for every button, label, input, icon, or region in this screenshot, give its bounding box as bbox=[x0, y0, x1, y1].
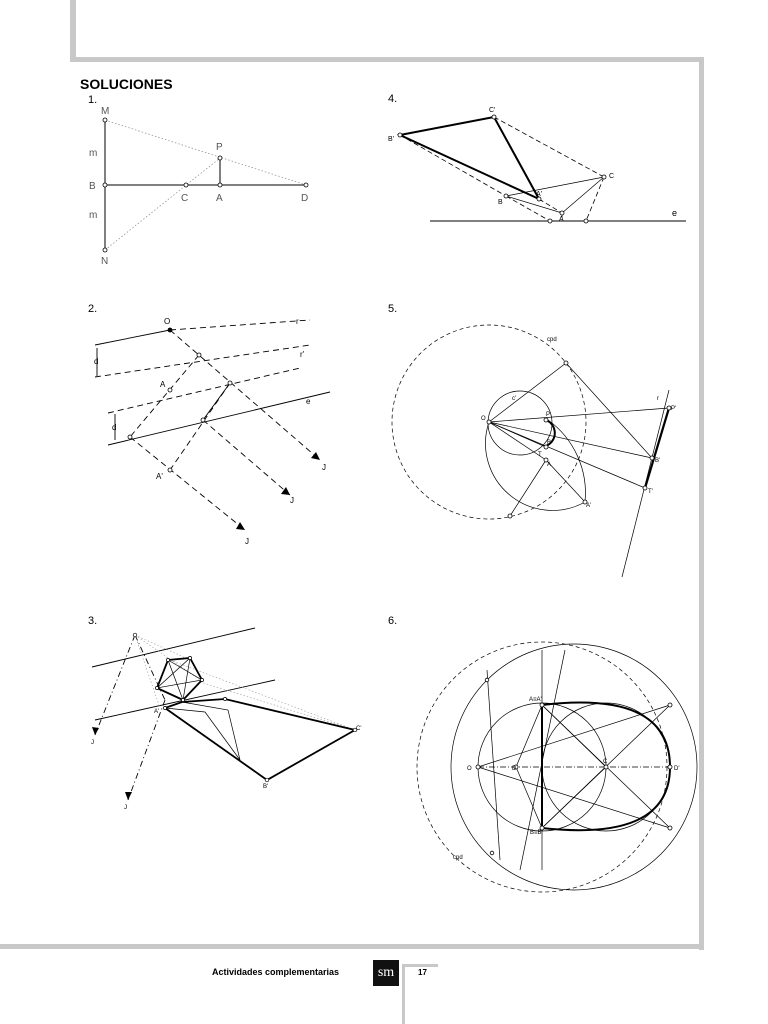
line-label-e: e bbox=[306, 397, 311, 406]
distance-label-d-top: d bbox=[94, 357, 99, 366]
line-label-e: e bbox=[672, 208, 678, 218]
page-title: SOLUCIONES bbox=[80, 76, 173, 92]
point-label-o: O bbox=[467, 766, 472, 772]
circle-label-cpd: cpd bbox=[453, 855, 463, 861]
footer-text: Actividades complementarias bbox=[212, 967, 340, 977]
point-label-a-coincident: A≡A' bbox=[529, 697, 542, 703]
point-label-a: A bbox=[160, 380, 166, 389]
point-label-b: B bbox=[89, 181, 96, 192]
point-label-b-coincident: B≡B' bbox=[530, 830, 543, 836]
exercise-1-number: 1. bbox=[88, 94, 98, 106]
exercise-5-number: 5. bbox=[388, 303, 398, 315]
line-label-r: r bbox=[657, 396, 659, 402]
segment-label-m-top: m bbox=[89, 148, 98, 159]
point-label-d: D bbox=[301, 193, 309, 204]
point-label-d: D bbox=[512, 766, 517, 772]
exercise-3-number: 3. bbox=[88, 615, 98, 627]
point-label-b-prime: B' bbox=[388, 136, 395, 143]
distance-label-d-bottom: d bbox=[112, 423, 117, 432]
point-label-o: O bbox=[164, 317, 171, 326]
circle-label-cpd: cpd bbox=[547, 337, 557, 343]
exercise-4-number: 4. bbox=[388, 93, 398, 105]
point-label-d-prime: D' bbox=[674, 766, 680, 772]
arrow-label-j-2: J bbox=[290, 496, 294, 505]
point-label-t: T bbox=[538, 452, 542, 458]
arrow-label-j-1: J bbox=[322, 463, 326, 472]
segment-label-m-bottom: m bbox=[89, 210, 98, 221]
exercise-2-number: 2. bbox=[88, 303, 98, 315]
sm-logo: sm bbox=[373, 960, 399, 986]
point-label-t-prime: T' bbox=[648, 489, 653, 495]
line-label-r-prime: r' bbox=[300, 350, 305, 359]
point-label-p: P bbox=[216, 142, 223, 153]
point-label-a-prime: A' bbox=[154, 709, 160, 715]
circle-label-c-prime: c' bbox=[512, 396, 517, 402]
point-label-c-prime: C' bbox=[489, 107, 496, 114]
point-label-c: C bbox=[181, 193, 189, 204]
point-label-o: O bbox=[481, 416, 486, 422]
point-label-a: A bbox=[547, 462, 552, 468]
arrow-label-j-3: J bbox=[245, 537, 249, 546]
point-label-a-prime: A' bbox=[586, 503, 592, 509]
point-label-p-prime: P' bbox=[671, 406, 677, 412]
page-number: 17 bbox=[418, 968, 427, 977]
point-label-b-prime: B' bbox=[655, 458, 661, 464]
point-label-c-prime: C' bbox=[356, 726, 362, 732]
point-label-n: N bbox=[101, 256, 109, 267]
point-label-a-prime: A' bbox=[156, 472, 163, 481]
point-label-b-prime: B' bbox=[263, 784, 269, 790]
point-label-b: B bbox=[547, 440, 552, 446]
point-label-a: A bbox=[559, 216, 564, 223]
point-label-c: C bbox=[609, 173, 615, 180]
point-label-a: A bbox=[216, 193, 223, 204]
point-label-a-prime: A' bbox=[536, 191, 543, 198]
arrow-label-j-1: J bbox=[91, 740, 94, 746]
point-label-m-upper: M bbox=[101, 106, 110, 117]
line-label-r: r bbox=[296, 317, 299, 326]
point-label-b: B bbox=[498, 199, 503, 206]
point-label-p: P bbox=[546, 412, 551, 418]
arrow-label-j-2: J bbox=[124, 805, 127, 811]
exercise-6-number: 6. bbox=[388, 615, 398, 627]
point-label-c: C bbox=[603, 759, 608, 765]
